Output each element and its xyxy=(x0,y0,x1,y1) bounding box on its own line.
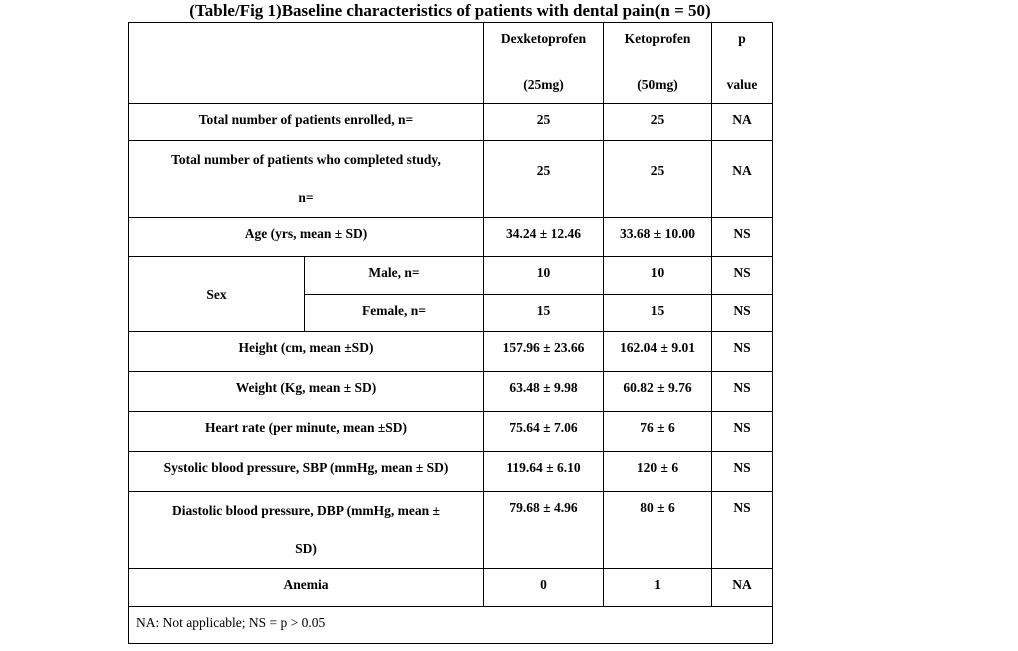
p-value: NA xyxy=(712,141,773,218)
dexketoprofen-value: 10 xyxy=(484,257,604,295)
p-value: NS xyxy=(712,492,773,569)
ketoprofen-value: 76 ± 6 xyxy=(604,412,712,452)
header-p-value: p value xyxy=(712,23,773,104)
table-row xyxy=(129,332,773,372)
baseline-characteristics-table xyxy=(128,22,773,644)
table-row xyxy=(129,569,773,607)
dexketoprofen-value: 0 xyxy=(484,569,604,607)
row-label: Anemia xyxy=(129,569,484,607)
ketoprofen-value: 25 xyxy=(604,104,712,141)
header-dexketoprofen: Dexketoprofen (25mg) xyxy=(484,23,604,104)
header-ketoprofen: Ketoprofen (50mg) xyxy=(604,23,712,104)
p-value: NS xyxy=(712,452,773,492)
dexketoprofen-value: 157.96 ± 23.66 xyxy=(484,332,604,372)
dexketoprofen-value: 79.68 ± 4.96 xyxy=(484,492,604,569)
table-row xyxy=(129,452,773,492)
table-row xyxy=(129,257,773,295)
row-label: Height (cm, mean ±SD) xyxy=(129,332,484,372)
row-label: Systolic blood pressure, SBP (mmHg, mean ± SD) xyxy=(129,452,484,492)
table-row xyxy=(129,412,773,452)
table-title: (Table/Fig 1)Baseline characteristics of patients with dental pain(n = 50) xyxy=(189,1,711,20)
ketoprofen-value: 15 xyxy=(604,295,712,332)
row-label: Heart rate (per minute, mean ±SD) xyxy=(129,412,484,452)
ketoprofen-value: 33.68 ± 10.00 xyxy=(604,218,712,257)
table-row xyxy=(129,492,773,569)
table-row xyxy=(129,104,773,141)
table-row xyxy=(129,218,773,257)
row-label: Female, n= xyxy=(305,295,484,332)
dexketoprofen-value: 25 xyxy=(484,141,604,218)
header-row xyxy=(129,23,773,104)
ketoprofen-value: 1 xyxy=(604,569,712,607)
footnote-row xyxy=(129,607,773,644)
table-row xyxy=(129,141,773,218)
row-label: Age (yrs, mean ± SD) xyxy=(129,218,484,257)
row-label: Total number of patients enrolled, n= xyxy=(129,104,484,141)
row-label: Weight (Kg, mean ± SD) xyxy=(129,372,484,412)
dexketoprofen-value: 63.48 ± 9.98 xyxy=(484,372,604,412)
dexketoprofen-value: 25 xyxy=(484,104,604,141)
p-value: NS xyxy=(712,257,773,295)
dexketoprofen-value: 34.24 ± 12.46 xyxy=(484,218,604,257)
ketoprofen-value: 25 xyxy=(604,141,712,218)
ketoprofen-value: 60.82 ± 9.76 xyxy=(604,372,712,412)
p-value: NA xyxy=(712,569,773,607)
ketoprofen-value: 80 ± 6 xyxy=(604,492,712,569)
sex-label: Sex xyxy=(129,257,305,332)
row-label: Diastolic blood pressure, DBP (mmHg, mean ± SD) xyxy=(129,492,484,569)
header-blank-cell xyxy=(129,23,484,104)
p-value: NS xyxy=(712,412,773,452)
ketoprofen-value: 10 xyxy=(604,257,712,295)
dexketoprofen-value: 119.64 ± 6.10 xyxy=(484,452,604,492)
ketoprofen-value: 120 ± 6 xyxy=(604,452,712,492)
p-value: NS xyxy=(712,332,773,372)
table-row xyxy=(129,372,773,412)
footnote: NA: Not applicable; NS = p > 0.05 xyxy=(129,607,773,644)
p-value: NS xyxy=(712,295,773,332)
p-value: NA xyxy=(712,104,773,141)
p-value: NS xyxy=(712,218,773,257)
dexketoprofen-value: 15 xyxy=(484,295,604,332)
dexketoprofen-value: 75.64 ± 7.06 xyxy=(484,412,604,452)
row-label: Male, n= xyxy=(305,257,484,295)
p-value: NS xyxy=(712,372,773,412)
ketoprofen-value: 162.04 ± 9.01 xyxy=(604,332,712,372)
row-label: Total number of patients who completed study, n= xyxy=(129,141,484,218)
